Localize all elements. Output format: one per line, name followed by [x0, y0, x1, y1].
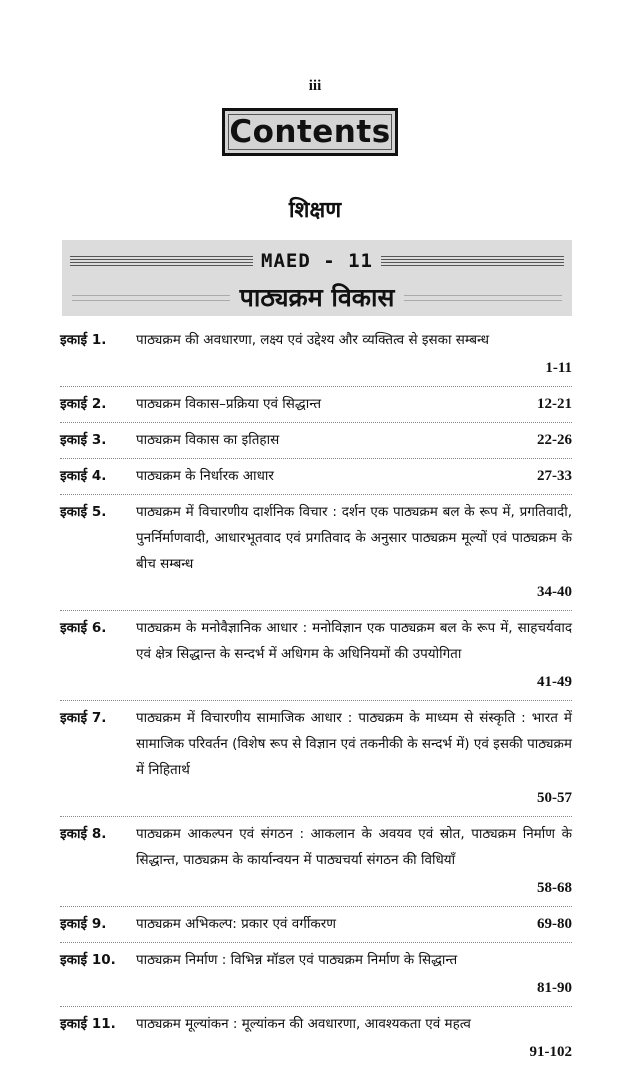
- unit-label: इकाई 11.: [60, 1016, 116, 1032]
- unit-body: [136, 911, 572, 937]
- unit-body: [136, 391, 572, 417]
- unit-pages: 69-80: [537, 916, 572, 932]
- course-code-line: [62, 250, 572, 272]
- unit-label: इकाई 3.: [60, 432, 107, 448]
- toc-entry-10[interactable]: [60, 943, 572, 1007]
- unit-text: पाठ्यक्रम आकल्पन एवं संगठन : आकलान के अवयव एवं स्रोत, पाठ्यक्रम निर्माण के सिद्धान्त, पाठ्यक्रम के कार्यान्वयन में पाठ्यचर्या संगठन की विधियाँ: [136, 826, 572, 868]
- toc-entry-6[interactable]: [60, 611, 572, 701]
- unit-label: इकाई 8.: [60, 826, 107, 842]
- rule-right: [381, 256, 564, 266]
- unit-label: इकाई 2.: [60, 396, 107, 412]
- unit-text: पाठ्यक्रम के मनोवैज्ञानिक आधार : मनोविज्ञान एक पाठ्यक्रम बल के रूप में, साहचर्यवाद एवं क्षेत्र सिद्धान्त के सन्दर्भ में अधिगम के अधिनियमों की उपयोगिता: [136, 620, 572, 662]
- page-number: iii: [308, 78, 322, 94]
- toc-entry-7[interactable]: [60, 701, 572, 817]
- toc-entry-8[interactable]: [60, 817, 572, 907]
- unit-pages: 27-33: [537, 468, 572, 484]
- unit-text: पाठ्यक्रम के निर्धारक आधार: [136, 468, 274, 484]
- unit-pages: 91-102: [529, 1044, 572, 1060]
- unit-body: [136, 615, 572, 695]
- course-title: पाठ्यक्रम विकास: [239, 283, 395, 312]
- unit-text: पाठ्यक्रम की अवधारणा, लक्ष्य एवं उद्देश्य और व्यक्तित्व से इसका सम्बन्ध: [136, 332, 490, 348]
- unit-body: [136, 821, 572, 901]
- unit-pages: 50-57: [537, 790, 572, 806]
- unit-label: इकाई 9.: [60, 916, 107, 932]
- unit-pages: 1-11: [545, 360, 572, 376]
- toc-entry-3[interactable]: [60, 423, 572, 459]
- unit-text: पाठ्यक्रम में विचारणीय दार्शनिक विचार : दर्शन एक पाठ्यक्रम बल के रूप में, प्रगतिवादी, पुनर्निर्माणवादी, आधारभूतवाद एवं प्रगतिवाद के अनुसार पाठ्यक्रम मूल्यों एवं पाठ्यक्रम के बीच सम्बन्ध: [136, 504, 572, 572]
- unit-text: पाठ्यक्रम निर्माण : विभिन्न मॉडल एवं पाठ्यक्रम निर्माण के सिद्धान्त: [136, 952, 458, 968]
- unit-text: पाठ्यक्रम विकास–प्रक्रिया एवं सिद्धान्त: [136, 396, 322, 412]
- toc-entry-11[interactable]: [60, 1007, 572, 1070]
- toc-entry-4[interactable]: [60, 459, 572, 495]
- toc-entry-9[interactable]: [60, 907, 572, 943]
- rule-left: [70, 256, 253, 266]
- unit-text: पाठ्यक्रम मूल्यांकन : मूल्यांकन की अवधारणा, आवश्यकता एवं महत्व: [136, 1016, 471, 1032]
- course-title-line: [62, 280, 572, 314]
- unit-pages: 12-21: [537, 396, 572, 412]
- toc-entry-5[interactable]: [60, 495, 572, 611]
- course-header: [62, 240, 572, 316]
- unit-body: [136, 1011, 572, 1065]
- table-of-contents: [60, 323, 572, 1070]
- contents-heading: Contents: [222, 108, 398, 156]
- unit-pages: 81-90: [537, 980, 572, 996]
- unit-label: इकाई 6.: [60, 620, 107, 636]
- unit-pages: 34-40: [537, 584, 572, 600]
- unit-label: इकाई 5.: [60, 504, 107, 520]
- unit-body: [136, 499, 572, 605]
- unit-body: [136, 705, 572, 811]
- dots-right: [404, 293, 562, 301]
- unit-text: पाठ्यक्रम अभिकल्प: प्रकार एवं वर्गीकरण: [136, 916, 336, 932]
- unit-body: [136, 327, 572, 381]
- course-code: MAED - 11: [261, 250, 373, 272]
- unit-body: [136, 427, 572, 453]
- subject-title: शिक्षण: [288, 198, 342, 223]
- unit-pages: 41-49: [537, 674, 572, 690]
- unit-label: इकाई 4.: [60, 468, 107, 484]
- unit-label: इकाई 10.: [60, 952, 116, 968]
- unit-body: [136, 947, 572, 1001]
- unit-text: पाठ्यक्रम में विचारणीय सामाजिक आधार : पाठ्यक्रम के माध्यम से संस्कृति : भारत में सामाजिक परिवर्तन (विशेष रूप से विज्ञान एवं तकनीकी के सन्दर्भ में) एवं इसकी पाठ्यक्रम में निहितार्थ: [136, 710, 572, 778]
- unit-label: इकाई 7.: [60, 710, 107, 726]
- unit-pages: 58-68: [537, 880, 572, 896]
- unit-pages: 22-26: [537, 432, 572, 448]
- unit-body: [136, 463, 572, 489]
- toc-entry-2[interactable]: [60, 387, 572, 423]
- dots-left: [72, 293, 230, 301]
- toc-entry-1[interactable]: [60, 323, 572, 387]
- unit-text: पाठ्यक्रम विकास का इतिहास: [136, 432, 280, 448]
- unit-label: इकाई 1.: [60, 332, 107, 348]
